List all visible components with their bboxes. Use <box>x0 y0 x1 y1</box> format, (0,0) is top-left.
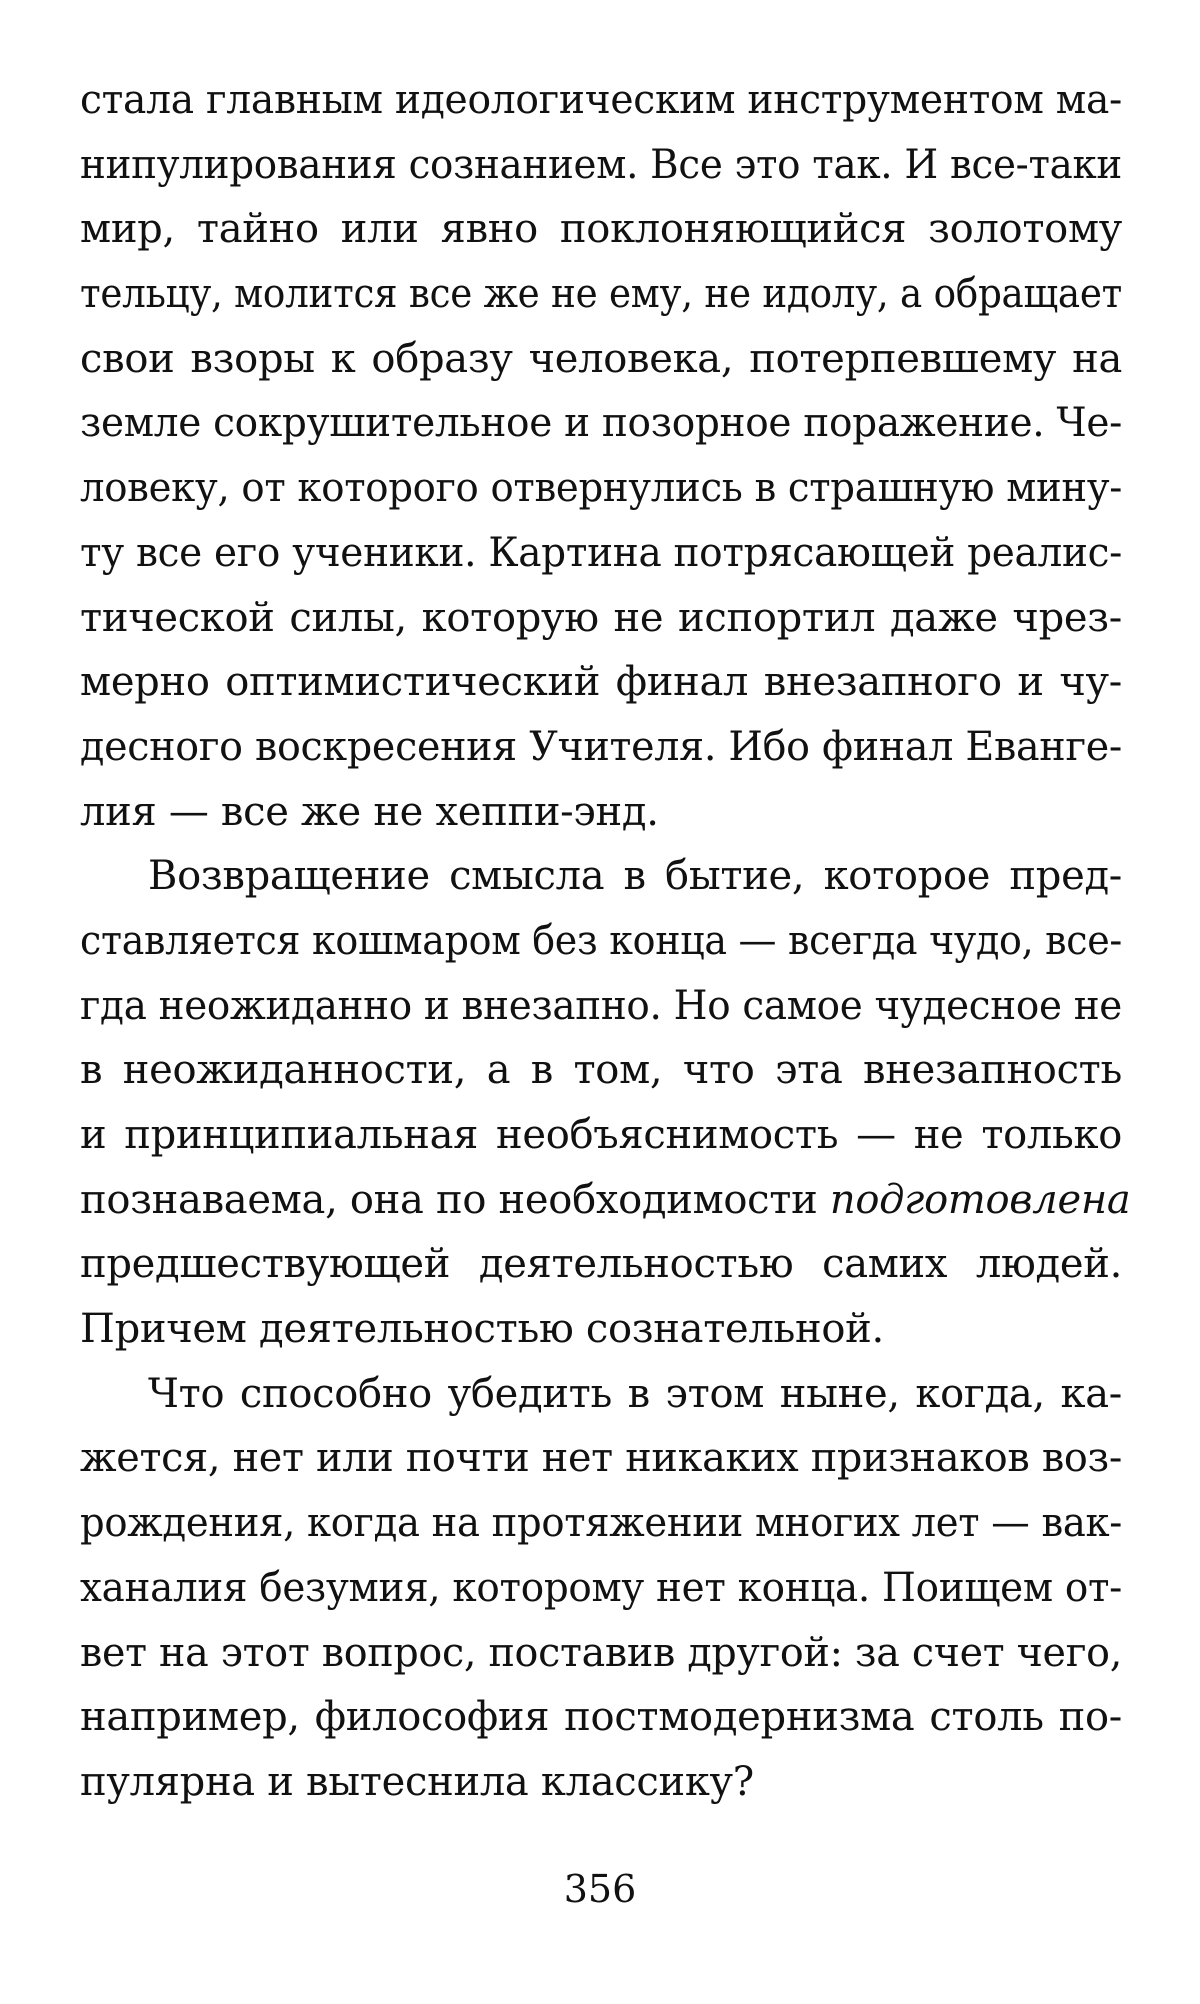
text-line: пулярна и вытеснила классику? <box>80 1758 754 1805</box>
text-line: например, философия постмодернизма столь по- <box>80 1694 1122 1741</box>
paragraph-1 <box>80 68 1122 844</box>
text-line: мерно оптимистический финал внезапного и чу- <box>80 659 1122 706</box>
text-line: ставляется кошмаром без конца — всегда чудо, все- <box>80 917 1122 964</box>
text-line: ханалия безумия, которому нет конца. Поищем от- <box>80 1564 1123 1611</box>
text-segment: познаваема, она по необходимости <box>80 1176 830 1223</box>
paragraph-3 <box>80 1362 1122 1815</box>
text-line: свои взоры к образу человека, потерпевшему на <box>80 335 1122 382</box>
emphasized-word: подготовлена <box>829 1176 1131 1223</box>
text-line: тельцу, молится все же не ему, не идолу, а обращает <box>80 271 1123 318</box>
page-number: 356 <box>563 1867 637 1911</box>
text-line: нипулирования сознанием. Все это так. И все-таки <box>80 141 1123 188</box>
text-line: рождения, когда на протяжении многих лет — вак- <box>80 1500 1123 1547</box>
text-line: стала главным идеологическим инструментом ма- <box>80 77 1122 123</box>
text-line: тической силы, которую не испортил даже чрез- <box>80 594 1122 641</box>
text-line: мир, тайно или явно поклоняющийся золотому <box>80 206 1122 253</box>
text-line: в неожиданности, а в том, что эта внезапность <box>80 1047 1122 1094</box>
text-line: Возвращение смысла в бытие, которое пред- <box>148 853 1122 900</box>
text-line-with-emphasis <box>80 1168 1131 1233</box>
body-text <box>80 68 1131 1815</box>
text-line: Причем деятельностью сознательной. <box>80 1306 884 1353</box>
text-line: и принципиальная необъяснимость — не только <box>80 1112 1122 1158</box>
text-line: вет на этот вопрос, поставив другой: за счет чего, <box>80 1629 1122 1676</box>
text-line: десного воскресения Учителя. Ибо финал Еванге- <box>80 723 1123 770</box>
paragraph-2 <box>80 844 1131 1362</box>
text-line: Что способно убедить в этом ныне, когда, ка- <box>148 1370 1122 1417</box>
text-line: жется, нет или почти нет никаких признаков воз- <box>80 1435 1123 1482</box>
text-line: лия — все же не хеппи-энд. <box>80 788 659 835</box>
text-line: предшествующей деятельностью самих людей. <box>80 1241 1122 1288</box>
text-line: гда неожиданно и внезапно. Но самое чудесное не <box>80 982 1123 1029</box>
text-line: ловеку, от которого отвернулись в страшную мину- <box>80 465 1123 512</box>
text-line: земле сокрушительное и позорное поражение. Че- <box>80 400 1122 447</box>
text-line: ту все его ученики. Картина потрясающей реалис- <box>80 529 1123 576</box>
